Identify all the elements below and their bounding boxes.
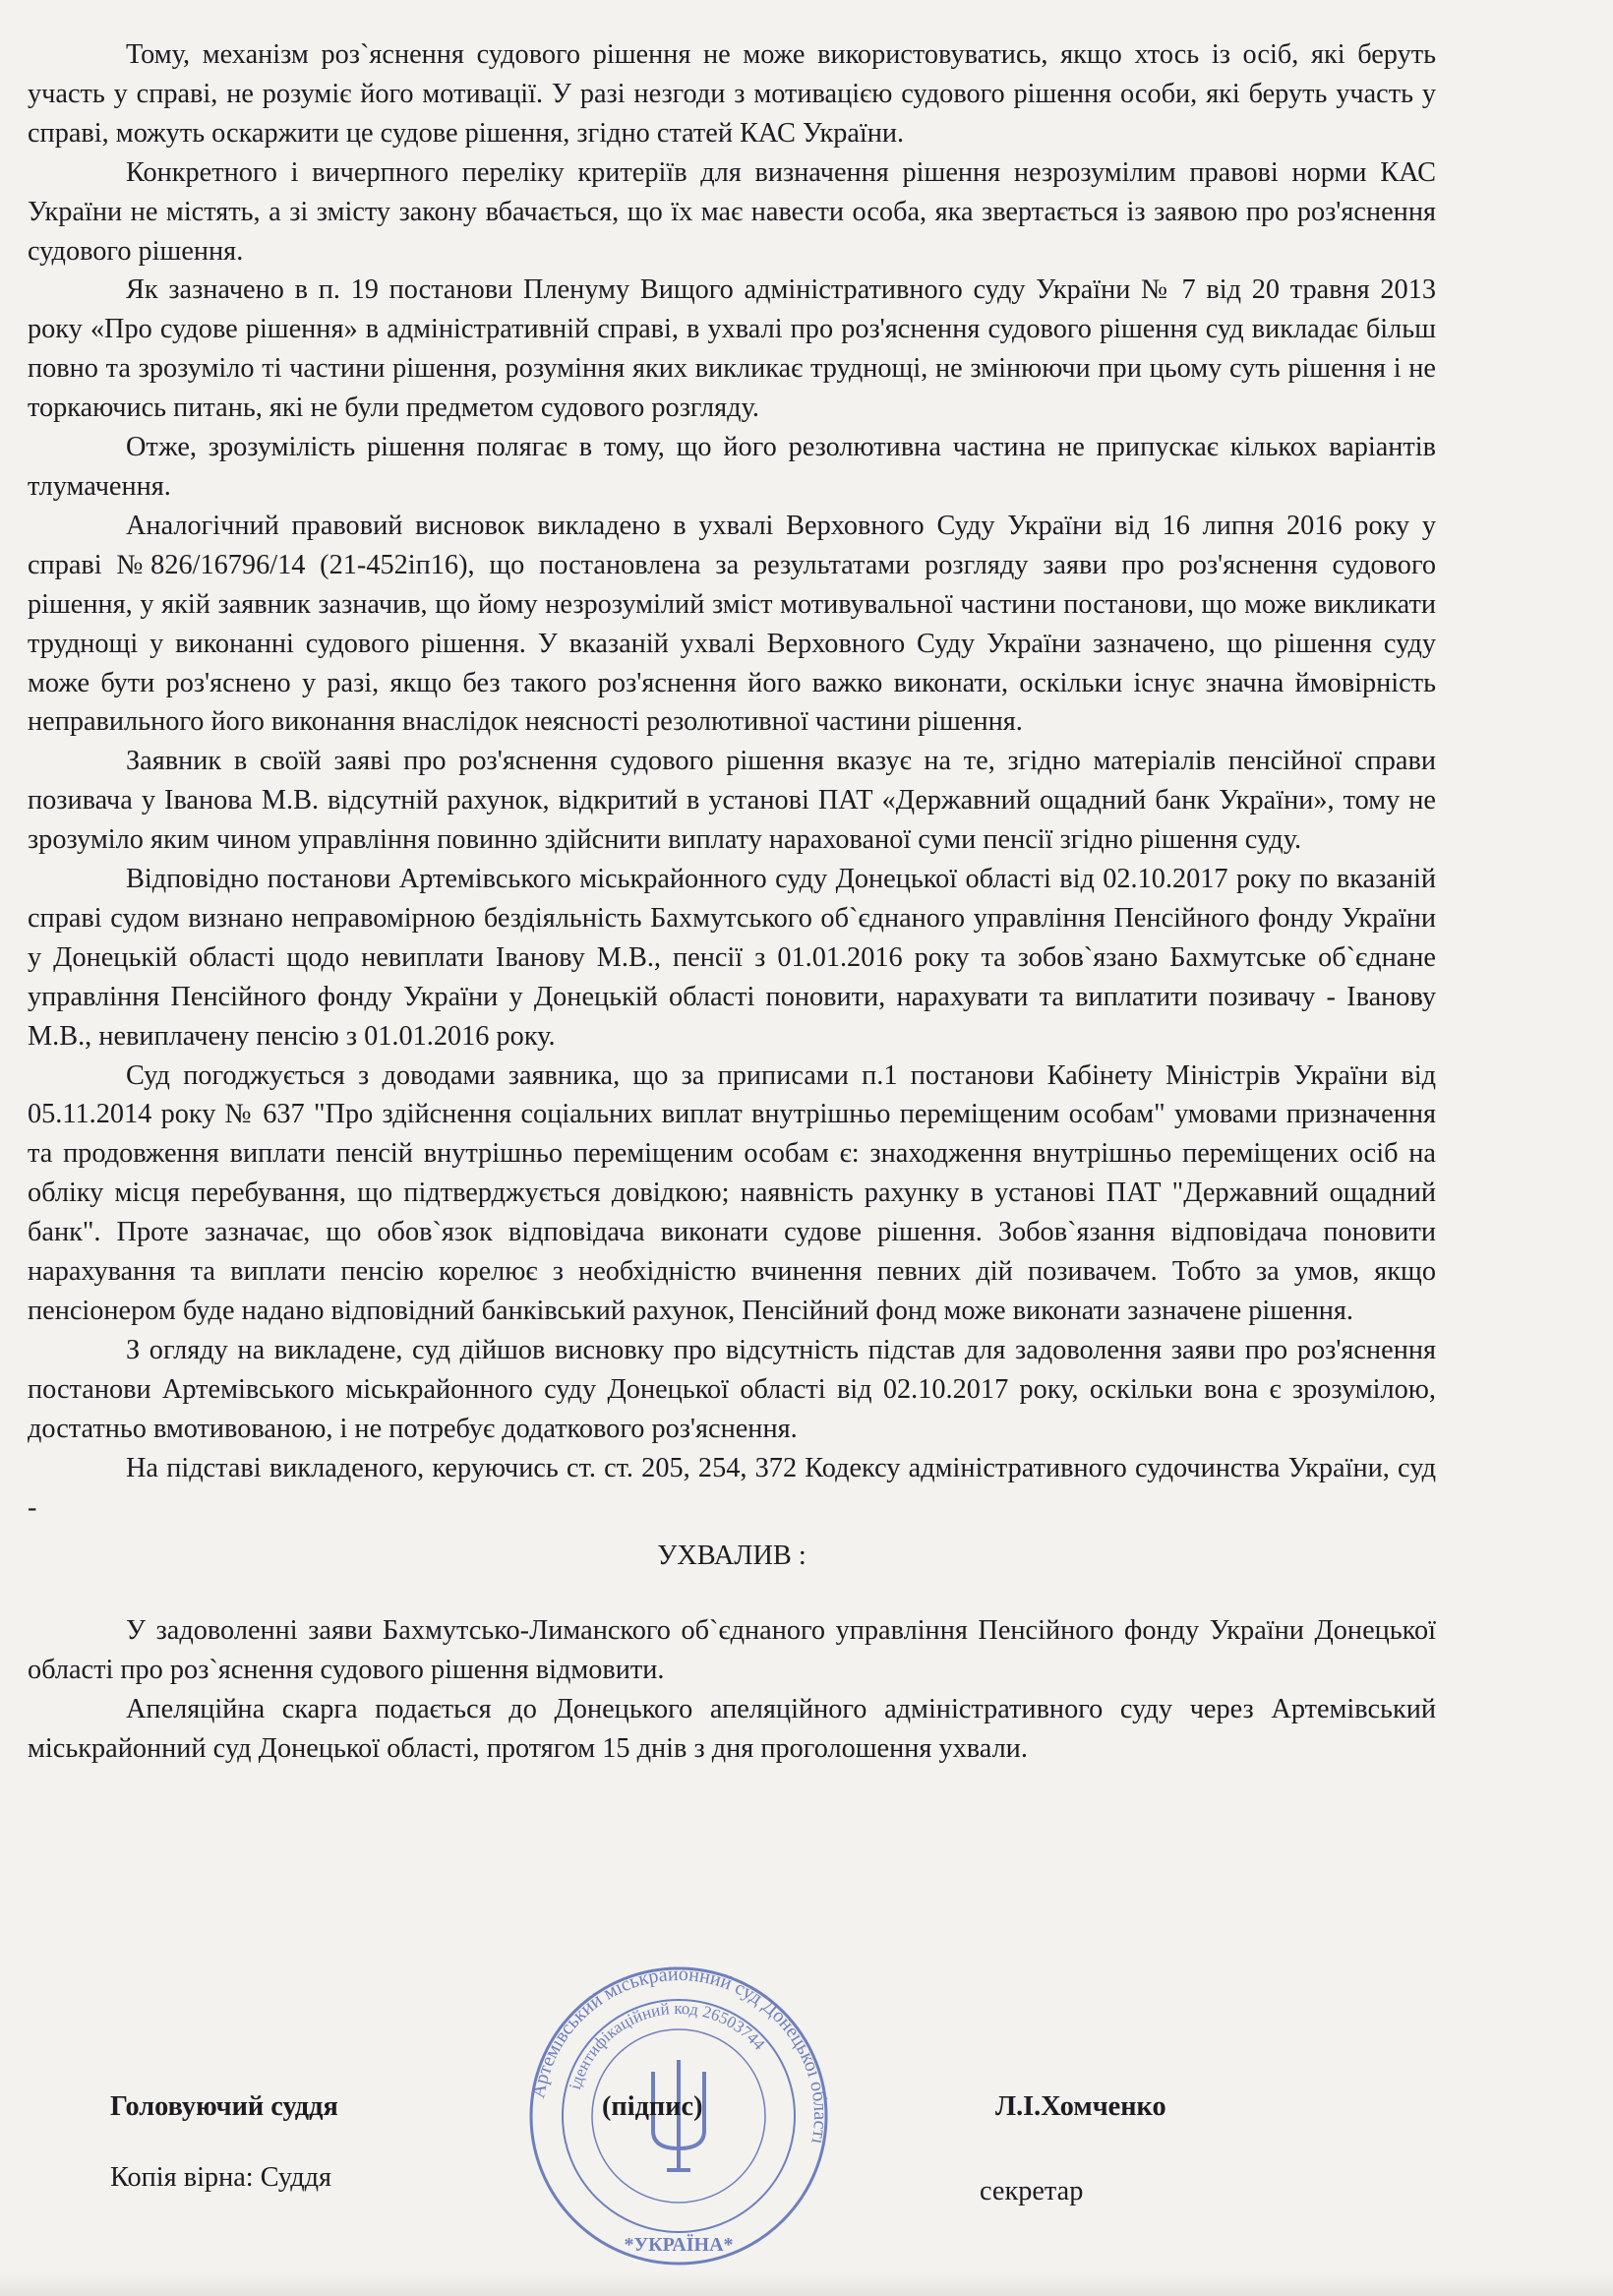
paragraph: Конкретного і вичерпного переліку критеріїв для визначення рішення незрозумілим правові норми КАС України не містять, а зі змісту закону вбачається, що їх має навести особа, яка звертається із заявою про роз'яснення судового рішення. <box>28 156 1436 267</box>
paragraph: Тому, механізм роз`яснення судового рішення не може використовуватись, якщо хтось із осіб, які беруть участь у справі, не розуміє його мотивації. У разі незгоди з мотивацією судового рішення особи, які беруть участь у справі, можуть оскаржити це судове рішення, згідно статей КАС України. <box>28 39 1436 149</box>
stamp-code-text: ідентифікаційний код 26503744 <box>565 1998 769 2092</box>
presiding-judge-label: Головуючий суддя <box>110 2091 338 2122</box>
page-edge <box>0 2272 1613 2296</box>
paragraph: Відповідно постанови Артемівського міськрайонного суду Донецької області від 02.10.2017 року по вказаній справі судом визнано неправомірною бездіяльність Бахмутського об`єднаного управління Пенсійного фонду України у Донецькій області щодо невиплати Іванову М.В., пенсії з 01.01.2016 року та зобов`язано Бахмутське об`єднане управління Пенсійного фонду України у Донецькій області поновити, нарахувати та виплатити позивачу - Іванову М.В., невиплачену пенсію з 01.01.2016 року. <box>28 864 1436 1052</box>
judge-name: Л.І.Хомченко <box>995 2091 1166 2122</box>
stamp-ring-text: Артемівський міськрайонний суд Донецької області <box>527 1964 832 2146</box>
decision-title: УХВАЛИВ : <box>657 1541 806 1572</box>
decision-paragraph: У задоволенні заяви Бахмутсько-Лиманского об`єднаного управління Пенсійного фонду України Донецької області про роз`яснення судового рішення відмовити. <box>28 1615 1436 1686</box>
document-body <box>28 35 1436 1769</box>
signature-mark: (підпис) <box>602 2091 703 2122</box>
decision-paragraph: Апеляційна скарга подається до Донецького апеляційного адміністративного суду через Артемівський міськрайонний суд Донецької області, протягом 15 днів з дня проголошення ухвали. <box>28 1694 1436 1765</box>
paragraph: Отже, зрозумілість рішення полягає в тому, що його резолютивна частина не припускає кількох варіантів тлумачення. <box>28 432 1436 502</box>
paragraph: Як зазначено в п. 19 постанови Пленуму Вищого адміністративного суду України № 7 від 20 травня 2013 року «Про судове рішення» в адміністративній справі, в ухвалі про роз'яснення судового рішення суд викладає більш повно та зрозуміло ті частини рішення, розуміння яких викликає труднощі, не змінюючи при цьому суть рішення і не торкаючись питань, які не були предметом судового розгляду. <box>28 274 1436 424</box>
paragraph: Суд погоджується з доводами заявника, що за приписами п.1 постанови Кабінету Міністрів України від 05.11.2014 року № 637 "Про здійснення соціальних виплат внутрішньо переміщеним особам" умовами призначення та продовження виплати пенсій внутрішньо переміщеним особам є: знаходження внутрішньо переміщених осіб на обліку місця перебування, що підтверджується довідкою; наявність рахунку в установі ПАТ "Державний ощадний банк". Проте зазначає, що обов`язок відповідача виконати судове рішення. Зобов`язання відповідача поновити нарахування та виплати пенсію корелює з необхідністю вчинення певних дій позивачем. Тобто за умов, якщо пенсіонером буде надано відповідний банківський рахунок, Пенсійний фонд може виконати зазначене рішення. <box>28 1059 1436 1326</box>
paragraph: З огляду на викладене, суд дійшов висновку про відсутність підстав для задоволення заяви про роз'яснення постанови Артемівського міськрайонного суду Донецької області від 02.10.2017 року, оскільки вона є зрозумілою, достатньо вмотивованою, і не потребує додаткового роз'яснення. <box>28 1334 1436 1444</box>
stamp-country-text: *УКРАЇНА* <box>624 2234 734 2256</box>
paragraph: Заявник в своїй заяві про роз'яснення судового рішення вказує на те, згідно матеріалів пенсійної справи позивача у Іванова М.В. відсутній рахунок, відкритий в установі ПАТ «Державний ощадний банк України», тому не зрозуміло яким чином управління повинно здійснити виплату нарахованої суми пенсії згідно рішення суду. <box>28 746 1436 856</box>
secretary-label: секретар <box>980 2176 1084 2206</box>
copy-certified-label: Копія вірна: Суддя <box>110 2162 332 2193</box>
paragraph: На підставі викладеного, керуючись ст. ст. 205, 254, 372 Кодексу адміністративного судочинства України, суд - <box>28 1452 1436 1523</box>
paragraph: Аналогічний правовий висновок викладено в ухвалі Верховного Суду України від 16 липня 2016 року у справі №826/16796/14 (21-452іп16), що постановлена за результатами розгляду заяви про роз'яснення судового рішення, у якій заявник зазначив, що йому незрозумілий зміст мотивувальної частини постанови, що може викликати труднощі у виконанні судового рішення. У вказаній ухвалі Верховного Суду України зазначено, що рішення суду може бути роз'яснено у разі, якщо без такого роз'яснення його важко виконати, оскільки існує значна ймовірність неправильного його виконання внаслідок неясності резолютивної частини рішення. <box>28 510 1436 738</box>
